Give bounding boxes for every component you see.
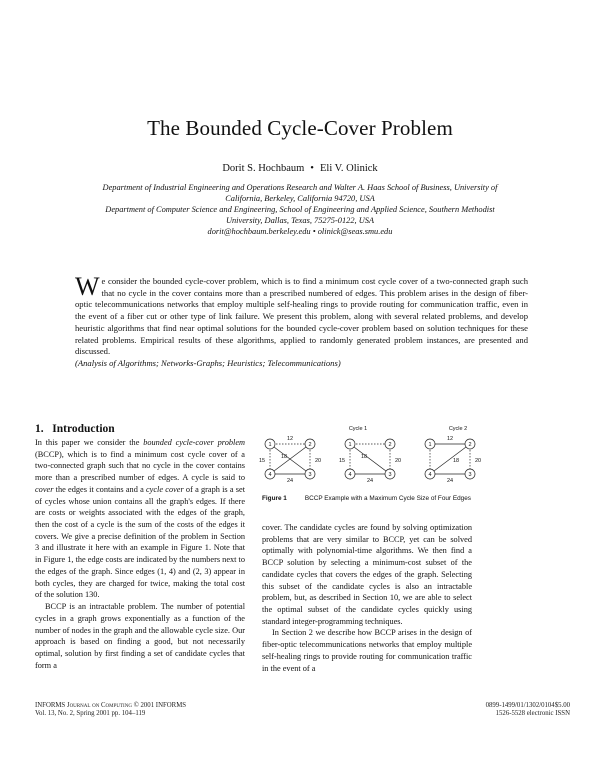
abstract <box>75 272 528 370</box>
footer-right <box>486 702 570 718</box>
footer-left <box>35 702 186 718</box>
author-name: Dorit S. Hochbaum <box>222 163 305 174</box>
cycle-label: Cycle 2 <box>448 426 468 432</box>
svg-text:18: 18 <box>280 454 288 460</box>
svg-text:2: 2 <box>388 442 392 448</box>
left-column <box>35 437 245 671</box>
section-heading <box>35 423 115 435</box>
author-name: Eli V. Olinick <box>319 163 378 174</box>
svg-text:1: 1 <box>268 442 272 448</box>
affiliation-line: Department of Computer Science and Engineering, School of Engineering and Applied Science, Southern Methodist <box>105 205 495 214</box>
issn: 0899-1499/01/1302/0104$5.00 <box>485 702 570 709</box>
email-line: dorit@hochbaum.berkeley.edu • olinick@seas.smu.edu <box>207 227 393 236</box>
paragraph: cover. The candidate cycles are found by solving optimization problems that are very similar to BCCP, yet can be solved optimally with polynomial-time algorithms. We then find a BCCP solution by selecting a minimum-cost subset of the candidate cycles that covers the edges of the graph. Selecting this subset of the candidate cycles is also an intractable problem, but, as described in Section 10, we are able to select the optimal subset of the candidate cycles quickly using standard integer-programming techniques. <box>262 523 472 626</box>
email[interactable]: dorit@hochbaum.berkeley.edu <box>207 227 311 236</box>
svg-text:12: 12 <box>286 436 294 442</box>
svg-text:12: 12 <box>446 436 454 442</box>
svg-text:20: 20 <box>394 458 402 464</box>
author-separator: • <box>310 163 314 174</box>
svg-text:18: 18 <box>360 454 368 460</box>
svg-text:20: 20 <box>474 458 482 464</box>
right-column <box>262 522 472 674</box>
issn: 1526-5528 electronic ISSN <box>495 710 570 717</box>
abstract-keywords: (Analysis of Algorithms; Networks-Graphs; Heuristics; Telecommunications) <box>75 357 341 368</box>
svg-text:4: 4 <box>268 472 272 478</box>
affiliation <box>20 182 580 237</box>
svg-text:3: 3 <box>468 472 472 478</box>
paper-title: The Bounded Cycle-Cover Problem <box>147 116 453 140</box>
cycle-label: Cycle 1 <box>348 426 368 432</box>
figure-caption-number: Figure 1 <box>262 495 287 502</box>
svg-text:4: 4 <box>428 472 432 478</box>
figure-caption-text: BCCP Example with a Maximum Cycle Size of Four Edges <box>304 495 471 502</box>
author-line <box>0 163 600 174</box>
svg-text:3: 3 <box>388 472 392 478</box>
volume-info: Vol. 13, No. 2, Spring 2001 pp. 104–119 <box>35 710 146 717</box>
svg-text:24: 24 <box>286 478 294 484</box>
figure-caption <box>262 495 471 502</box>
svg-text:24: 24 <box>366 478 374 484</box>
svg-text:20: 20 <box>314 458 322 464</box>
svg-text:2: 2 <box>308 442 312 448</box>
affiliation-line: Department of Industrial Engineering and Operations Research and Walter A. Haas School of Business, University of <box>102 183 498 192</box>
email[interactable]: olinick@seas.smu.edu <box>317 227 393 236</box>
journal-name: INFORMS Journal on Computing © 2001 INFORMS <box>35 702 187 709</box>
svg-text:1: 1 <box>428 442 432 448</box>
svg-text:15: 15 <box>338 458 346 464</box>
svg-text:2: 2 <box>468 442 472 448</box>
affiliation-line: California, Berkeley, California 94720, USA <box>225 194 375 203</box>
svg-text:15: 15 <box>258 458 266 464</box>
abstract-dropcap: W <box>75 272 100 301</box>
section-number: 1. <box>35 423 44 435</box>
figure-1-graphs <box>258 422 570 492</box>
paragraph: In this paper we consider the bounded cycle-cover problem (BCCP), which is to find a minimum cost cycle cover of a two-connected graph such that no cycle in the cover contains more than a prescribed number of edges. A cycle is said to cover the edges it contains and a cycle cover of a graph is a set of cycles whose union contains all the graph's edges. If there are costs or weights associated with the edges of the graph, then the cost of a cycle is the sum of the costs of the edges it covers. We give a precise definition of the problem in Section 3 and illustrate it here with an example in Figure 1. Note that in Figure 1, the edge costs are indicated by the numbers next to the edges of the graph. Since edges (1, 4) and (2, 3) appear in both cycles, they are charged for twice, making the total cost of the solution 130. <box>35 438 245 600</box>
svg-text:18: 18 <box>452 458 460 464</box>
svg-text:1: 1 <box>348 442 352 448</box>
section-title: Introduction <box>52 423 115 435</box>
abstract-body: e consider the bounded cycle-cover problem, which is to find a minimum cost cycle cover of a two-connected graph such that no cycle in the cover contains more than a prescribed numbered of edges. This problem arises in the design of fiber-optic telecommunications networks that employ multiple self-healing rings to provide routing for communication traffic, even in the event of a fiber cut or other type of link failure. We present this problem, along with several related problems, and develop heuristic algorithms that find near optimal solutions for the bounded cycle-cover problem based on solution techniques for these related problems. Empirical results of these algorithms, applied to randomly generated problem instances, are presented and discussed. <box>75 276 528 357</box>
paragraph: In Section 2 we describe how BCCP arises in the design of fiber-optic telecommunications networks that employ multiple self-healing rings to provide routing for communication traffic in the event of a <box>262 628 472 673</box>
svg-text:24: 24 <box>446 478 454 484</box>
svg-text:3: 3 <box>308 472 312 478</box>
affiliation-line: University, Dallas, Texas, 75275-0122, USA <box>225 216 375 225</box>
svg-text:4: 4 <box>348 472 352 478</box>
paragraph: BCCP is an intractable problem. The number of potential cycles in a graph grows exponentially as a function of the number of nodes in the graph and the allowable cycle size. Our approach is based on finding a good, but not necessarily optimal, solution by first finding a set of candidate cycles that form a <box>35 602 245 670</box>
